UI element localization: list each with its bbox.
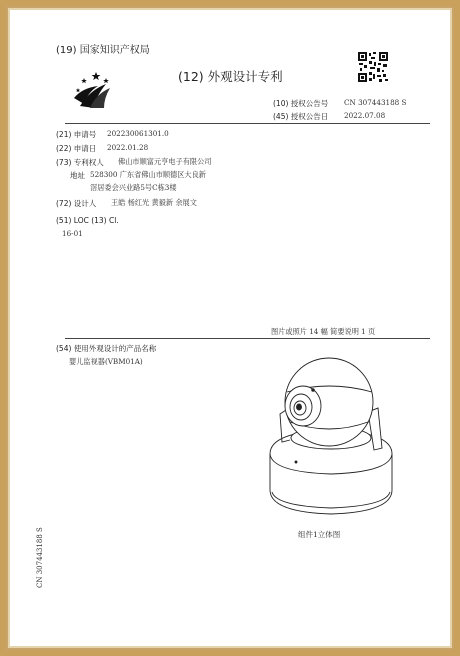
application-number-label: (21) 申请号 xyxy=(56,130,97,139)
grant-date-label: (45) 授权公告日 xyxy=(273,112,329,121)
drawing-count: 图片或照片 14 幅 简要说明 1 页 xyxy=(271,327,376,336)
office-name: (19) 国家知识产权局 xyxy=(56,45,150,56)
loc-classification-label: (51) LOC (13) Cl. xyxy=(56,216,119,225)
product-name-label: (54) 使用外观设计的产品名称 xyxy=(56,344,157,353)
grant-number: CN 307443188 S xyxy=(344,98,407,107)
document-type: (12) 外观设计专利 xyxy=(178,69,283,84)
product-name: 婴儿监视器(VBM01A) xyxy=(69,357,143,366)
header-divider xyxy=(65,123,430,124)
grant-date: 2022.07.08 xyxy=(344,111,386,120)
baby-monitor-drawing xyxy=(256,350,406,530)
side-publication-number: CN 307443188 S xyxy=(36,527,44,588)
loc-classification: 16-01 xyxy=(62,229,83,238)
application-date: 2022.01.28 xyxy=(107,143,149,152)
patent-owner: 佛山市顺富元亨电子有限公司 xyxy=(118,157,212,166)
address-line-1: 528300 广东省佛山市顺德区大良新 xyxy=(90,170,206,179)
application-date-label: (22) 申请日 xyxy=(56,144,97,153)
designers-label: (72) 设计人 xyxy=(56,199,97,208)
address-line-2: 滘居委会兴业路5号C栋3楼 xyxy=(90,183,177,192)
grant-number-label: (10) 授权公告号 xyxy=(273,99,329,108)
section-divider xyxy=(65,338,430,339)
designers: 王皓 杨红光 黄毅新 余展文 xyxy=(111,198,197,207)
patent-page xyxy=(10,10,450,646)
figure-caption: 组件1立体图 xyxy=(298,530,341,539)
address-label: 地址 xyxy=(70,171,85,180)
cnipa-emblem-icon xyxy=(72,70,114,110)
patent-owner-label: (73) 专利权人 xyxy=(56,158,104,167)
qr-code-icon xyxy=(358,52,388,82)
application-number: 202230061301.0 xyxy=(107,129,169,138)
